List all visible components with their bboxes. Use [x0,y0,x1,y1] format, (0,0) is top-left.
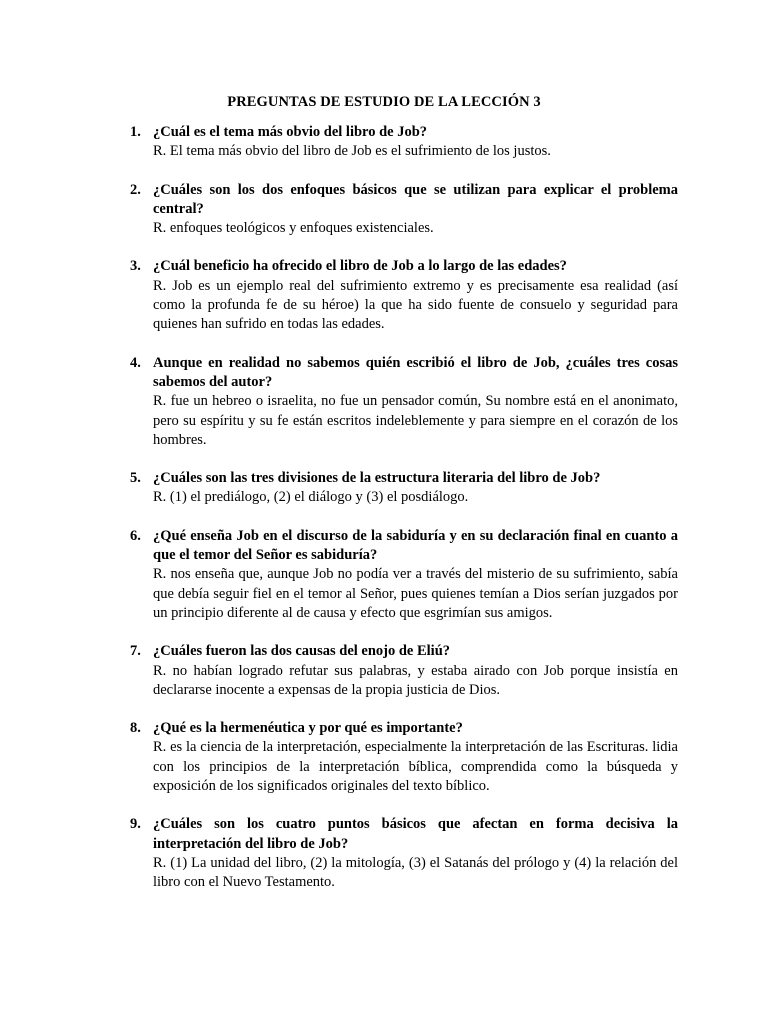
question-item [130,469,678,508]
answer-text: R. (1) el prediálogo, (2) el diálogo y (3) el posdiálogo. [153,489,469,506]
question-number: 3. [130,258,141,275]
answer-text: R. enfoques teológicos y enfoques existenciales. [153,220,434,237]
question-number: 5. [130,470,141,487]
question-item [130,257,678,334]
question-text: Aunque en realidad no sabemos quién escribió el libro de Job, ¿cuáles tres cosas sabemos del autor? [153,354,678,390]
question-text: ¿Qué enseña Job en el discurso de la sabiduría y en su declaración final en cuanto a que el temor del Señor es sabiduría? [153,527,678,564]
answer-text: R. (1) La unidad del libro, (2) la mitología, (3) el Satanás del prólogo y (4) la relación del libro con el Nuevo Testamento. [153,854,678,891]
question-text: ¿Cuáles fueron las dos causas del enojo de Eliú? [153,643,451,660]
question-item [130,527,678,623]
question-item [130,815,678,892]
question-number: 6. [130,527,141,544]
question-text: ¿Cuál es el tema más obvio del libro de Job? [153,124,428,140]
answer-text: R. nos enseña que, aunque Job no podía ver a través del misterio de su sufrimiento, sabía que debía seguir fiel en el temor al Señor, pues quienes temían a Dios serían juzgados por un principio diferente al de causa y efecto que esgrimían sus amigos. [153,566,678,621]
question-list [130,123,678,912]
question-text: ¿Cuáles son los dos enfoques básicos que se utilizan para explicar el problema central? [153,181,678,217]
question-item [130,181,678,239]
question-text: ¿Cuáles son los cuatro puntos básicos que afectan en forma decisiva la interpretación del libro de Job? [153,816,678,852]
question-text: ¿Cuál beneficio ha ofrecido el libro de Job a lo largo de las edades? [153,258,567,275]
question-item [130,719,678,796]
question-item [130,123,678,162]
question-number: 8. [130,720,141,737]
question-number: 4. [130,354,141,371]
question-text: ¿Qué es la hermenéutica y por qué es importante? [153,720,463,737]
question-text: ¿Cuáles son las tres divisiones de la estructura literaria del libro de Job? [153,470,601,487]
question-item [130,354,678,450]
answer-text: R. no habían logrado refutar sus palabras, y estaba airado con Job porque insistía en declararse inocente a expensas de la propia justicia de Dios. [153,662,678,698]
answer-text: R. Job es un ejemplo real del sufrimiento extremo y es precisamente esa realidad (así como la profunda fe de su héroe) la que ha sido fuente de consuelo y seguridad para quienes han sufrido en todas las edades. [153,277,678,333]
answer-text: R. El tema más obvio del libro de Job es el sufrimiento de los justos. [153,143,551,160]
question-item [130,642,678,700]
question-number: 1. [130,124,141,140]
answer-text: R. fue un hebreo o israelita, no fue un pensador común, Su nombre está en el anonimato, pero su espíritu y su fe están escritos indeleblemente y para siempre en el corazón de los hombres. [153,393,678,448]
question-number: 7. [130,643,141,660]
document-title: PREGUNTAS DE ESTUDIO DE LA LECCIÓN 3 [227,94,541,110]
question-number: 2. [130,181,141,198]
answer-text: R. es la ciencia de la interpretación, especialmente la interpretación de las Escrituras. lidia con los principios de la interpretación bíblica, comprendida como la búsqueda y exposición de los significados originales del texto bíblico. [153,739,678,795]
question-number: 9. [130,816,141,833]
